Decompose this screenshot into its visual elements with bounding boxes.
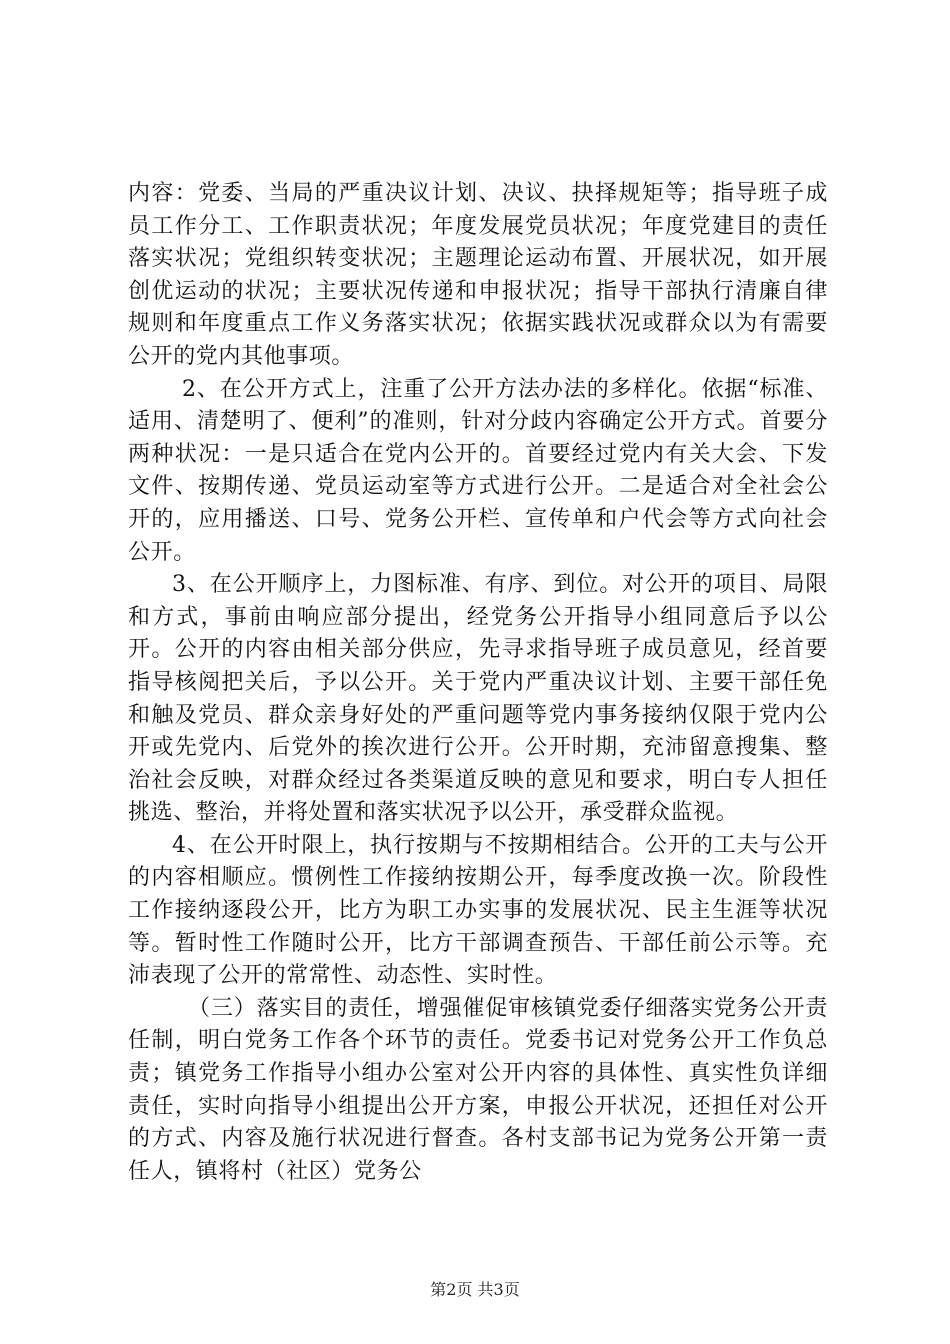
paragraph-disclosure-time-limit: 4、在公开时限上，执行按期与不按期相结合。公开的工夫与公开的内容相顺应。惯例性工作接纳按期公开，每季度改换一次。阶段性工作接纳逐段公开，比方为职工办实事的发展状况、民主生涯等状况等。暂时性工作随时公开，比方干部调查预告、干部任前公示等。充沛表现了公开的常常性、动态性、实时性。 bbox=[128, 832, 828, 989]
paragraph-content-list: 内容：党委、当局的严重决议计划、决议、抉择规矩等；指导班子成员工作分工、工作职责状况；年度发展党员状况；年度党建目的责任落实状况；党组织转变状况；主题理论运动布置、开展状况，如开展创优运动的状况；主要状况传递和申报状况；指导干部执行清廉自律规则和年度重点工作义务落实状况；依据实践状况或群众以为有需要公开的党内其他事项。 bbox=[128, 181, 828, 369]
paragraph-responsibility: （三）落实目的责任，增强催促审核镇党委仔细落实党务公开责任制，明白党务工作各个环节的责任。党委书记对党务公开工作负总责；镇党务工作指导小组办公室对公开内容的具体性、真实性负详细责任，实时向指导小组提出公开方案，申报公开状况，还担任对公开的方式、内容及施行状况进行督查。各村支部书记为党务公开第一责任人，镇将村（社区）党务公 bbox=[128, 995, 828, 1184]
document-body bbox=[128, 178, 828, 1188]
page-footer: 第2页 共3页 bbox=[430, 1280, 520, 1299]
paragraph-disclosure-procedure: 3、在公开顺序上，力图标准、有序、到位。对公开的项目、局限和方式，事前由响应部分提出，经党务公开指导小组同意后予以公开。公开的内容由相关部分供应，先寻求指导班子成员意见，经首要指导核阅把关后，予以公开。关于党内严重决议计划、主要干部任免和触及党员、群众亲身好处的严重问题等党内事务接纳仅限于党内公开或先党内、后党外的挨次进行公开。公开时期，充沛留意搜集、整治社会反映，对群众经过各类渠道反映的意见和要求，明白专人担任挑选、整治，并将处置和落实状况予以公开，承受群众监视。 bbox=[128, 572, 828, 826]
paragraph-disclosure-method: 2、在公开方式上，注重了公开方法办法的多样化。依据“标准、适用、清楚明了、便利”的准则，针对分歧内容确定公开方式。首要分两种状况：一是只适合在党内公开的。首要经过党内有关大会、下发文件、按期传递、党员运动室等方式进行公开。二是适合对全社会公开的，应用播送、口号、党务公开栏、宣传单和户代会等方式向社会公开。 bbox=[128, 376, 828, 565]
